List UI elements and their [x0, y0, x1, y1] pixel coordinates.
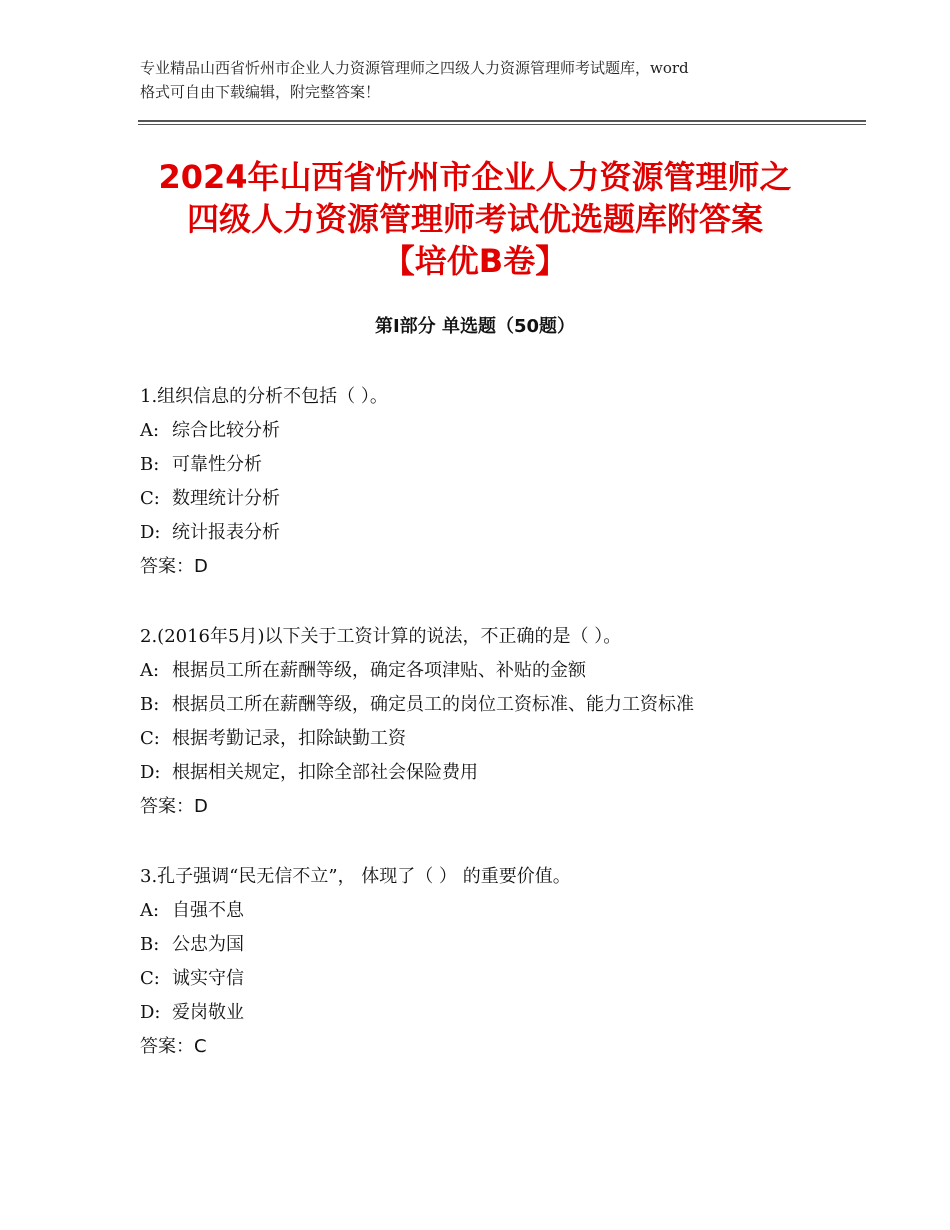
answer-line: 答案：D — [140, 796, 208, 817]
option-a — [140, 894, 840, 928]
header-divider-thick — [138, 120, 866, 122]
option-key: C: — [140, 488, 160, 509]
question-list — [140, 380, 840, 1100]
question-1 — [140, 380, 840, 584]
option-text: 根据相关规定，扣除全部社会保险费用 — [172, 762, 478, 783]
question-stem: 2.(2016年5月)以下关于工资计算的说法，不正确的是（ ）。 — [140, 626, 622, 647]
option-d — [140, 516, 840, 550]
option-text: 可靠性分析 — [172, 454, 262, 475]
option-text: 自强不息 — [172, 900, 244, 921]
option-b — [140, 688, 840, 722]
option-text: 根据员工所在薪酬等级，确定各项津贴、补贴的金额 — [172, 660, 586, 681]
option-text: 综合比较分析 — [172, 420, 280, 441]
option-a — [140, 654, 840, 688]
option-text: 数理统计分析 — [172, 488, 280, 509]
section-heading: 第Ⅰ部分 单选题（50题） — [374, 316, 575, 337]
option-key: D: — [140, 522, 161, 543]
option-b — [140, 448, 840, 482]
option-c — [140, 482, 840, 516]
option-key: B: — [140, 454, 160, 475]
option-c — [140, 962, 840, 996]
document-title — [100, 156, 850, 282]
option-key: B: — [140, 934, 160, 955]
option-key: A: — [140, 900, 160, 921]
option-d — [140, 756, 840, 790]
option-text: 诚实守信 — [172, 968, 244, 989]
answer-line: 答案：C — [140, 1036, 207, 1057]
question-stem: 3.孔子强调“民无信不立”， 体现了（ ） 的重要价值。 — [140, 866, 571, 887]
question-2 — [140, 620, 840, 824]
option-key: B: — [140, 694, 160, 715]
option-key: A: — [140, 660, 160, 681]
option-d — [140, 996, 840, 1030]
option-key: C: — [140, 968, 160, 989]
document-title-line-1: 2024年山西省忻州市企业人力资源管理师之 — [158, 158, 792, 196]
document-title-line-2: 四级人力资源管理师考试优选题库附答案 — [186, 200, 763, 238]
header-note-line-2: 格式可自由下载编辑，附完整答案！ — [140, 83, 381, 101]
option-c — [140, 722, 840, 756]
option-a — [140, 414, 840, 448]
option-text: 统计报表分析 — [172, 522, 280, 543]
header-divider-thin — [138, 124, 866, 125]
option-key: D: — [140, 1002, 161, 1023]
option-key: D: — [140, 762, 161, 783]
option-text: 根据考勤记录，扣除缺勤工资 — [172, 728, 406, 749]
option-text: 根据员工所在薪酬等级，确定员工的岗位工资标准、能力工资标准 — [172, 694, 694, 715]
option-text: 爱岗敬业 — [172, 1002, 244, 1023]
question-3 — [140, 860, 840, 1064]
header-note — [140, 56, 830, 104]
option-key: A: — [140, 420, 160, 441]
option-text: 公忠为国 — [172, 934, 244, 955]
question-stem: 1.组织信息的分析不包括（ ）。 — [140, 386, 388, 407]
document-title-line-3: 【培优B卷】 — [382, 242, 568, 280]
option-b — [140, 928, 840, 962]
option-key: C: — [140, 728, 160, 749]
header-note-line-1: 专业精品山西省忻州市企业人力资源管理师之四级人力资源管理师考试题库，word — [140, 59, 689, 77]
answer-line: 答案：D — [140, 556, 208, 577]
